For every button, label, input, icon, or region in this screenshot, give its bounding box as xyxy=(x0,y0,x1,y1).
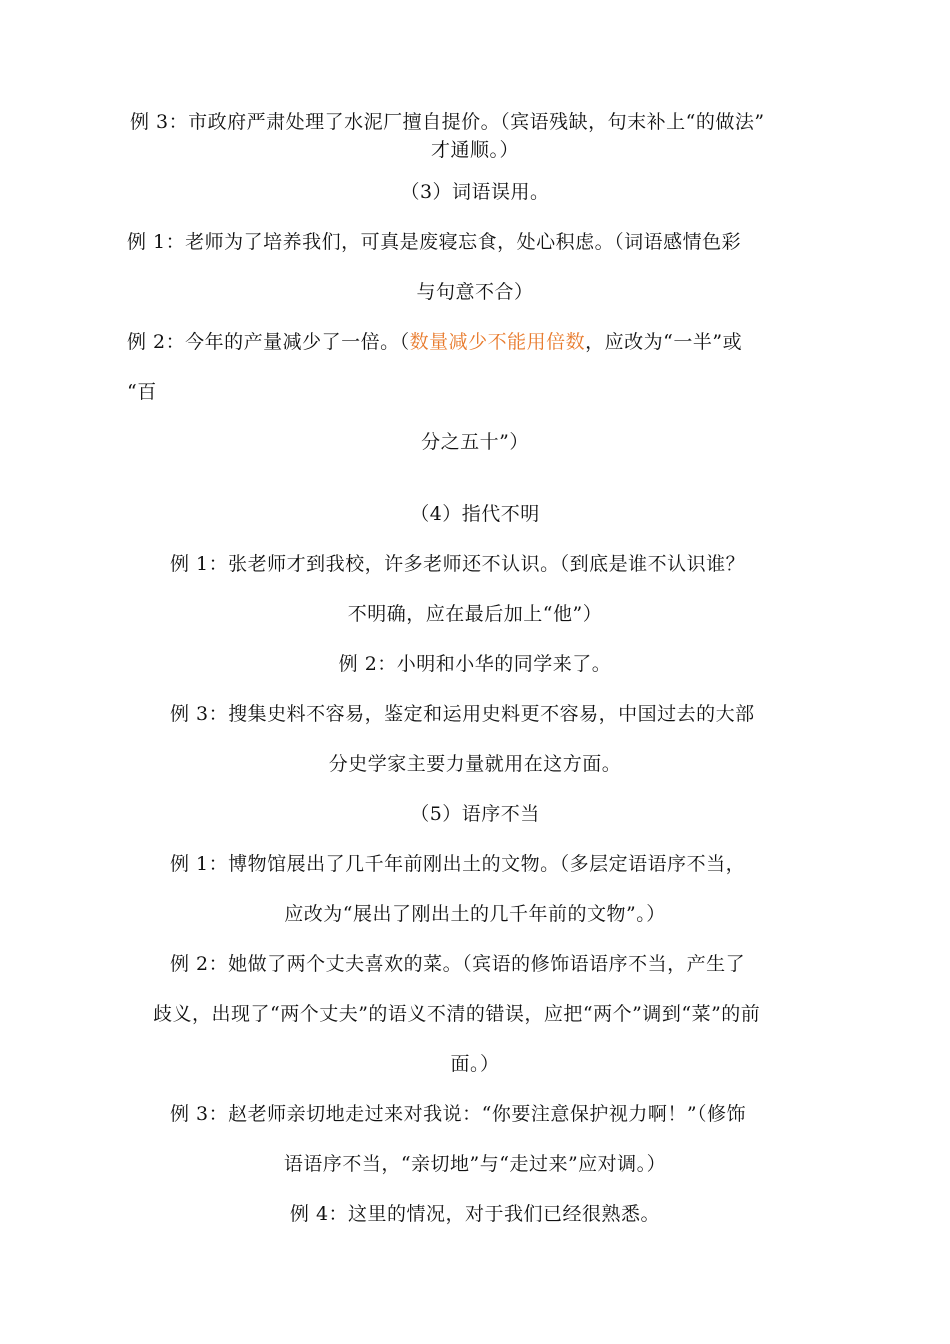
s4-example-1-line-2: 不明确，应在最后加上“他”） xyxy=(347,603,603,625)
s3-example-2-suffix: ，应改为“一半”或 xyxy=(585,331,743,353)
s3-example-2-line-3: 分之五十”） xyxy=(421,431,529,453)
section-4-heading: （4）指代不明 xyxy=(410,503,540,525)
s3-example-1-line-2: 与句意不合） xyxy=(416,281,534,303)
s3-example-2-prefix: 例 2：今年的产量减少了一倍。（ xyxy=(127,331,410,353)
s4-example-2: 例 2：小明和小华的同学来了。 xyxy=(338,653,612,675)
s4-example-3-line-2: 分史学家主要力量就用在这方面。 xyxy=(328,753,622,775)
s3-example-2-line-1 xyxy=(127,330,742,354)
example-3-line-2: 才通顺。） xyxy=(430,139,519,161)
example-3-line-1: 例 3：市政府严肃处理了水泥厂擅自提价。（宾语残缺，句末补上“的做法” xyxy=(130,111,765,133)
s5-example-2-line-1: 例 2：她做了两个丈夫喜欢的菜。（宾语的修饰语语序不当，产生了 xyxy=(170,953,746,975)
s5-example-2-line-3: 面。） xyxy=(450,1053,500,1075)
s5-example-1-line-2: 应改为“展出了刚出土的几千年前的文物”。） xyxy=(284,903,666,925)
s5-example-2-line-2: 歧义，出现了“两个丈夫”的语义不清的错误，应把“两个”调到“菜”的前 xyxy=(153,1003,761,1025)
s4-example-1-line-1: 例 1：张老师才到我校，许多老师还不认识。（到底是谁不认识谁？ xyxy=(170,553,746,575)
section-3-heading: （3）词语误用。 xyxy=(400,181,550,203)
s3-example-2-line-2: “百 xyxy=(127,381,157,403)
s5-example-3-line-1: 例 3：赵老师亲切地走过来对我说：“你要注意保护视力啊！”（修饰 xyxy=(170,1103,747,1125)
section-5-heading: （5）语序不当 xyxy=(410,803,540,825)
s3-example-1-line-1: 例 1：老师为了培养我们，可真是废寝忘食，处心积虑。（词语感情色彩 xyxy=(127,231,742,253)
s4-example-3-line-1: 例 3：搜集史料不容易，鉴定和运用史料更不容易，中国过去的大部 xyxy=(170,703,755,725)
s5-example-3-line-2: 语语序不当，“亲切地”与“走过来”应对调。） xyxy=(283,1153,667,1175)
s5-example-4: 例 4：这里的情况，对于我们已经很熟悉。 xyxy=(289,1203,661,1225)
s5-example-1-line-1: 例 1：博物馆展出了几千年前刚出土的文物。（多层定语语序不当， xyxy=(170,853,746,875)
s3-example-2-highlight: 数量减少不能用倍数 xyxy=(409,331,586,353)
